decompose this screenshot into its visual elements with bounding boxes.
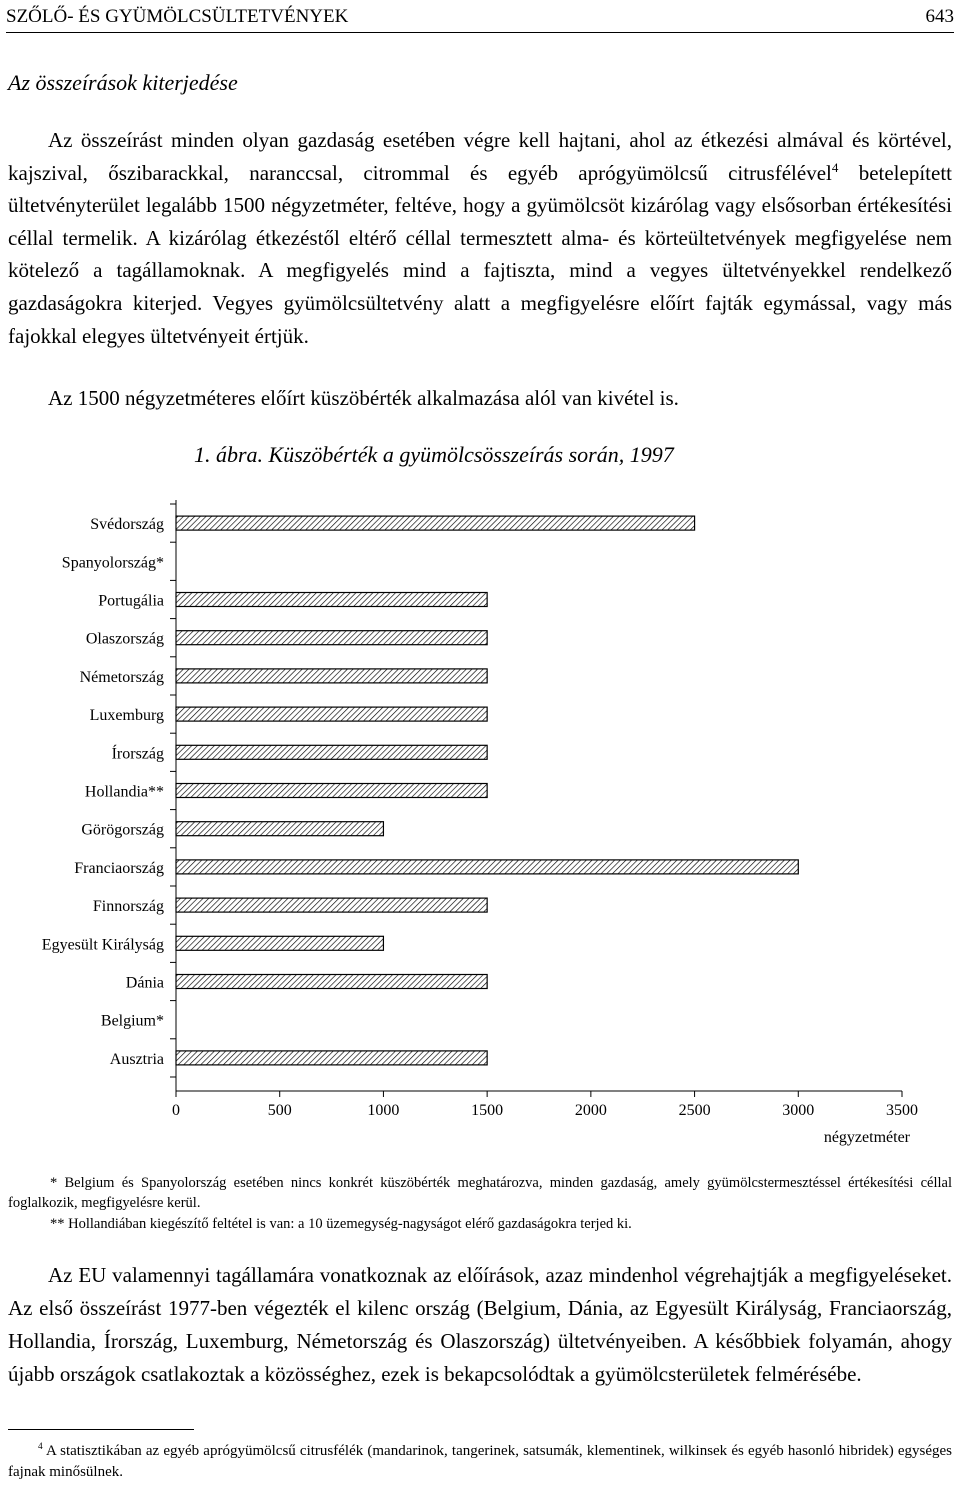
category-label: Egyesült Királyság	[41, 936, 164, 954]
value-tick-label: 1000	[367, 1102, 400, 1119]
category-label: Olaszország	[85, 630, 164, 648]
bar-chart	[0, 490, 960, 1150]
bar	[176, 707, 487, 721]
chart-plot-area	[42, 500, 918, 1146]
category-label: Németország	[79, 668, 164, 686]
bar	[176, 516, 695, 530]
bar	[176, 822, 383, 836]
page-header	[6, 6, 954, 33]
footnote-separator	[8, 1429, 194, 1430]
bar	[176, 975, 487, 989]
value-tick-label: 2000	[574, 1102, 607, 1119]
category-label: Dánia	[125, 974, 164, 992]
footnote-4	[8, 1441, 952, 1483]
paragraph-text: Az összeírást minden olyan gazdaság esetében végre kell hajtani, ahol az étkezési almával és körtével, kajszival, őszibarackkal, naranccsal, citrommal és egyéb aprógyümölcsű citrusfélével	[8, 128, 952, 185]
bar	[176, 593, 487, 607]
chart-footnote-double-star: ** Hollandiában kiegészítő feltétel is van: a 10 üzemegység-nagyságot elérő gazdaságokra terjed ki.	[50, 1216, 632, 1232]
body-paragraph-1	[8, 124, 952, 352]
footnote-mark: 4	[38, 1442, 43, 1452]
paragraph-text: betelepített ültetvényterület legalább 1500 négyzetméter, feltéve, hogy a gyümölcsöt kizárólag vagy elsősorban értékesítési céllal termelik. A kizárólag étkezéstől eltérő céllal termesztett alma- és körteültetvények megfigyelése nem kötelező a tagállamoknak. A megfigyelés mind a fajtiszta, mind a vegyes ültetvényekkel rendelkező gazdaságokra kiterjed. Vegyes gyümölcsültetvény alatt a megfigyelésre előírt fajták egymással, vagy más fajokkal elegyes ültetvényeit értjük.	[8, 160, 952, 348]
running-head: SZŐLŐ- ÉS GYÜMÖLCSÜLTETVÉNYEK	[6, 6, 349, 27]
bar	[176, 669, 487, 683]
category-label: Hollandia**	[84, 783, 164, 801]
bar	[176, 745, 487, 759]
category-label: Írország	[111, 745, 164, 763]
category-label: Franciaország	[74, 859, 164, 877]
value-tick-label: 0	[172, 1102, 180, 1119]
category-label: Ausztria	[109, 1050, 164, 1068]
bar	[176, 860, 798, 874]
figure-caption: 1. ábra. Küszöbérték a gyümölcsösszeírás során, 1997	[194, 442, 674, 467]
page-number: 643	[925, 6, 954, 27]
x-axis-label: négyzetméter	[823, 1129, 910, 1146]
bar	[176, 784, 487, 798]
value-tick-label: 1500	[471, 1102, 504, 1119]
category-label: Spanyolország*	[61, 554, 164, 572]
bar	[176, 1051, 487, 1065]
bar	[176, 936, 383, 950]
category-label: Finnország	[92, 898, 164, 916]
body-paragraph-2: Az 1500 négyzetméteres előírt küszöbérték alkalmazása alól van kivétel is.	[48, 386, 679, 410]
body-paragraph-3: Az EU valamennyi tagállamára vonatkoznak az előírások, azaz mindenhol végrehajtják a megfigyeléseket. Az első összeírást 1977-ben végezték el kilenc ország (Belgium, Dánia, az Egyesült Királyság, Franciaország, Hollandia, Írország, Luxemburg, Németország és Olaszország) ültetvényeiben. A későbbiek folyamán, ahogy újabb országok csatlakoztak a közösséghez, ezek is bekapcsolódtak a gyümölcsterületek felmérésébe.	[8, 1263, 952, 1386]
footnote-text: A statisztikában az egyéb aprógyümölcsű citrusfélék (mandarinok, tangerinek, satsumák, klementinek, wilkinsek és egyéb hasonló hibridek) egységes fajnak minősülnek.	[8, 1443, 952, 1480]
value-tick-label: 3000	[782, 1102, 815, 1119]
category-label: Belgium*	[100, 1012, 164, 1030]
value-tick-label: 3500	[886, 1102, 918, 1119]
category-label: Portugália	[98, 592, 164, 610]
category-label: Svédország	[90, 516, 164, 534]
bar	[176, 631, 487, 645]
category-label: Luxemburg	[89, 707, 164, 725]
chart-footnote-star: * Belgium és Spanyolország esetében nincs konkrét küszöbérték meghatározva, minden gazdaság, amely gyümölcstermesztéssel értékesítési céllal foglalkozik, megfigyelésre kerül.	[8, 1175, 952, 1211]
value-tick-label: 500	[267, 1102, 292, 1119]
bar	[176, 898, 487, 912]
footnote-ref-4[interactable]: 4	[831, 159, 839, 175]
value-tick-label: 2500	[678, 1102, 711, 1119]
category-label: Görögország	[81, 821, 164, 839]
section-title: Az összeírások kiterjedése	[8, 70, 238, 95]
